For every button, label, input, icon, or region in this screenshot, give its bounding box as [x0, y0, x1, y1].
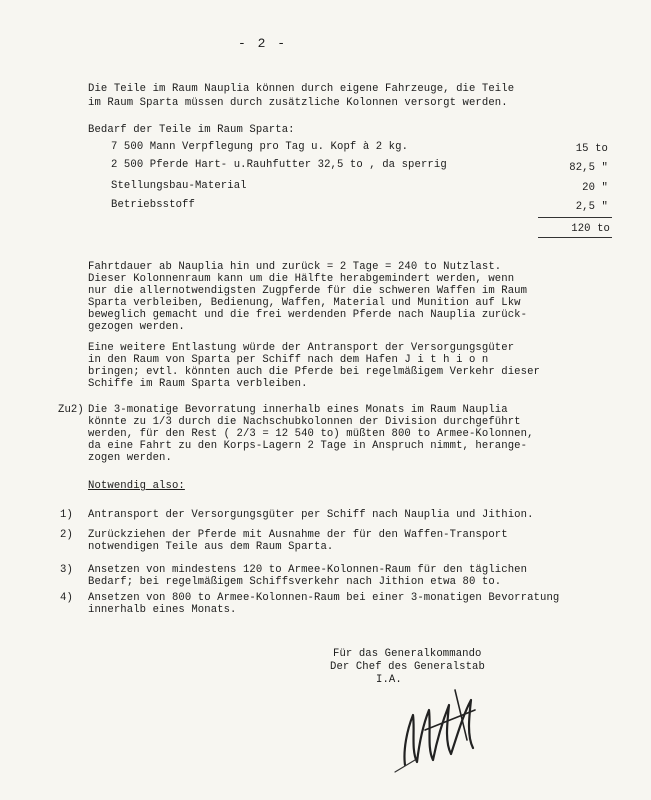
notwendig-item-3-line-2: Bedarf; bei regelmäßigem Schiffsverkehr nach Jithion etwa 80 to. — [88, 576, 502, 588]
entlastung-line-2: in den Raum von Sparta per Schiff nach dem Hafen J i t h i o n — [88, 354, 489, 366]
notwendig-item-1-line-1: Antransport der Versorgungsgüter per Schiff nach Nauplia und Jithion. — [88, 509, 534, 521]
notwendig-item-1-number: 1) — [60, 509, 73, 521]
notwendig-item-4-number: 4) — [60, 592, 73, 604]
notwendig-item-2-number: 2) — [60, 529, 73, 541]
entlastung-line-3: bringen; evtl. könnten auch die Pferde bei regelmäßigem Verkehr dieser — [88, 366, 541, 378]
handwritten-signature — [385, 670, 525, 780]
notwendig-item-2-line-2: notwendigen Teile aus dem Raum Sparta. — [88, 541, 334, 553]
signature-line-2: Der Chef des Generalstab — [330, 661, 485, 673]
notwendig-item-2-line-1: Zurückziehen der Pferde mit Ausnahme der für den Waffen-Transport — [88, 529, 508, 541]
kolonnenraum-line-3: Sparta verbleiben, Bedienung, Waffen, Material und Munition auf Lkw — [88, 297, 521, 309]
entlastung-line-4: Schiffe im Raum Sparta verbleiben. — [88, 378, 308, 390]
notwendig-item-4-line-1: Ansetzen von 800 to Armee-Kolonnen-Raum bei einer 3-monatigen Bevorratung — [88, 592, 560, 604]
signature-line-3: I.A. — [376, 674, 402, 686]
fahrtdauer-line: Fahrtdauer ab Nauplia hin und zurück = 2 Tage = 240 to Nutzlast. — [88, 261, 502, 273]
bedarf-item-1-value: 15 to — [575, 143, 608, 155]
intro-line-2: im Raum Sparta müssen durch zusätzliche Kolonnen versorgt werden. — [88, 97, 508, 109]
kolonnenraum-line-5: gezogen werden. — [88, 321, 185, 333]
bedarf-item-4-label: Betriebsstoff — [111, 199, 195, 211]
bedarf-item-3-label: Stellungsbau-Material — [111, 180, 247, 192]
bedarf-item-3-value: 20 " — [582, 182, 608, 194]
sum-line — [538, 217, 612, 218]
notwendig-item-3-line-1: Ansetzen von mindestens 120 to Armee-Kolonnen-Raum für den täglichen — [88, 564, 528, 576]
kolonnenraum-line-1: Dieser Kolonnenraum kann um die Hälfte herabgemindert werden, wenn — [88, 273, 515, 285]
zu2-line-5: zogen werden. — [88, 452, 172, 464]
signature-line-1: Für das Generalkommando — [333, 648, 482, 660]
notwendig-item-3-number: 3) — [60, 564, 73, 576]
bedarf-total: 120 to — [571, 223, 610, 235]
bedarf-heading: Bedarf der Teile im Raum Sparta: — [88, 124, 295, 136]
kolonnenraum-line-2: nur die allernotwendigsten Zugpferde für die schweren Waffen im Raum — [88, 285, 528, 297]
intro-line-1: Die Teile im Raum Nauplia können durch eigene Fahrzeuge, die Teile — [88, 83, 515, 95]
notwendig-heading: Notwendig also: — [88, 480, 185, 492]
bedarf-item-2-label: 2 500 Pferde Hart- u.Rauhfutter 32,5 to , da sperrig — [111, 159, 447, 171]
bedarf-item-2-value: 82,5 " — [569, 162, 608, 174]
zu2-line-2: könnte zu 1/3 durch die Nachschubkolonnen der Division durchgeführt — [88, 416, 521, 428]
bedarf-item-1-label: 7 500 Mann Verpflegung pro Tag u. Kopf à 2 kg. — [111, 141, 409, 153]
total-underline — [538, 237, 612, 238]
page-number: - 2 - — [238, 36, 288, 51]
entlastung-line-1: Eine weitere Entlastung würde der Antransport der Versorgungsgüter — [88, 342, 515, 354]
bedarf-item-4-value: 2,5 " — [575, 201, 608, 213]
zu2-line-3: werden, für den Rest ( 2/3 = 12 540 to) müßten 800 to Armee-Kolonnen, — [88, 428, 534, 440]
zu2-line-1: Die 3-monatige Bevorratung innerhalb eines Monats im Raum Nauplia — [88, 404, 508, 416]
zu2-label: Zu2) — [58, 404, 84, 416]
kolonnenraum-line-4: beweglich gemacht und die frei werdenden Pferde nach Nauplia zurück- — [88, 309, 528, 321]
zu2-line-4: da eine Fahrt zu den Korps-Lagern 2 Tage in Anspruch nimmt, herange- — [88, 440, 528, 452]
notwendig-item-4-line-2: innerhalb eines Monats. — [88, 604, 237, 616]
